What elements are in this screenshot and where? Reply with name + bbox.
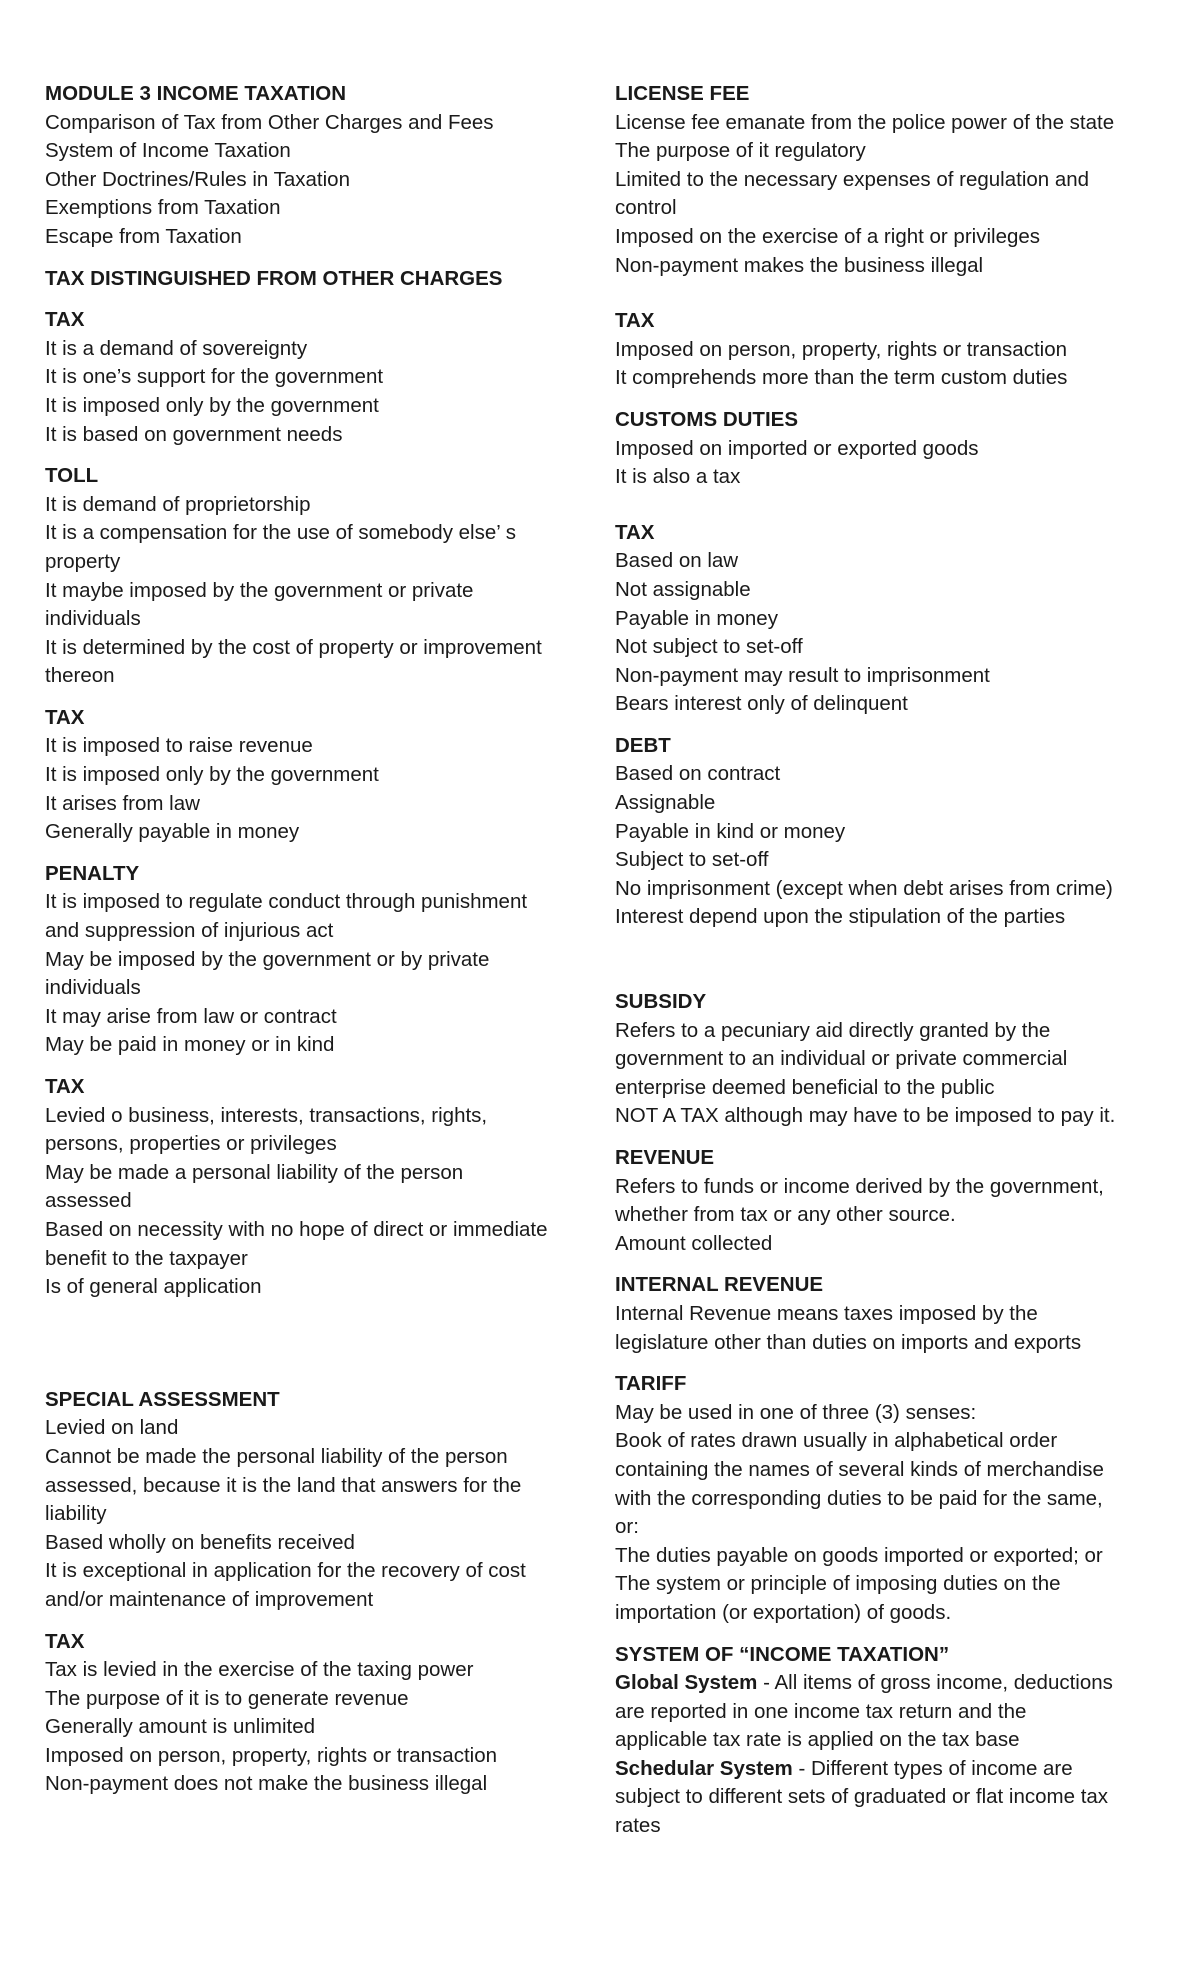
block-line: Based on necessity with no hope of direct or immediate	[45, 1217, 548, 1241]
block-line: Payable in money	[615, 606, 778, 630]
right-column	[615, 80, 1160, 1841]
block-line: Is of general application	[45, 1275, 262, 1299]
block-line: The system or principle of imposing duties on the	[615, 1572, 1061, 1596]
tax-block-1	[45, 306, 590, 449]
block-line: Interest depend upon the stipulation of the parties	[615, 905, 1066, 929]
block-line: Non-payment makes the business illegal	[615, 253, 984, 277]
income-taxation-system-block	[615, 1641, 1160, 1841]
tax-block-6	[615, 519, 1160, 719]
block-heading: INTERNAL REVENUE	[615, 1273, 824, 1297]
block-line: Generally payable in money	[45, 820, 300, 844]
block-line: or:	[615, 1515, 639, 1539]
block-line: May be made a personal liability of the person	[45, 1160, 464, 1184]
block-line: Amount collected	[615, 1231, 773, 1255]
block-line: It is exceptional in application for the recovery of cost	[45, 1559, 526, 1583]
block-line: Imposed on person, property, rights or transaction	[615, 337, 1067, 361]
toc-item: Escape from Taxation	[45, 224, 242, 248]
block-line: and/or maintenance of improvement	[45, 1587, 374, 1611]
block-line: Imposed on the exercise of a right or privileges	[615, 224, 1041, 248]
block-heading: TAX	[45, 1629, 85, 1653]
block-heading: SUBSIDY	[615, 990, 707, 1014]
block-line: NOT A TAX although may have to be imposed to pay it.	[615, 1104, 1116, 1128]
block-line: Assignable	[615, 791, 716, 815]
block-line: enterprise deemed beneficial to the public	[615, 1075, 995, 1099]
schedular-system-line	[615, 1755, 1160, 1784]
block-line: Bears interest only of delinquent	[615, 692, 908, 716]
block-line: Not assignable	[615, 577, 751, 601]
block-line: liability	[45, 1502, 107, 1526]
toll-block	[45, 462, 590, 691]
subsidy-block	[615, 988, 1160, 1131]
global-system-term: Global System	[615, 1671, 758, 1695]
block-heading: TAX	[615, 520, 655, 544]
block-heading: DEBT	[615, 733, 671, 757]
block-line: The duties payable on goods imported or exported; or	[615, 1543, 1103, 1567]
module-title: MODULE 3 INCOME TAXATION	[45, 82, 347, 105]
block-line: May be imposed by the government or by private	[45, 947, 490, 971]
tax-block-5	[615, 307, 1160, 393]
block-heading: SYSTEM OF “INCOME TAXATION”	[615, 1642, 950, 1666]
block-line: Based on contract	[615, 762, 781, 786]
block-line: Refers to a pecuniary aid directly granted by the	[615, 1018, 1051, 1042]
block-line: It is based on government needs	[45, 422, 343, 446]
block-line: Cannot be made the personal liability of the person	[45, 1444, 508, 1468]
global-system-line	[615, 1669, 1160, 1698]
block-heading: TAX	[45, 705, 85, 729]
block-line: Subject to set-off	[615, 848, 769, 872]
block-line: Based on law	[615, 549, 739, 573]
block-line: Levied o business, interests, transactions, rights,	[45, 1103, 488, 1127]
block-heading: TOLL	[45, 464, 99, 488]
tax-block-3	[45, 1073, 590, 1302]
block-line: Internal Revenue means taxes imposed by the	[615, 1301, 1038, 1325]
license-fee-block	[615, 80, 1160, 280]
block-heading: TAX	[45, 1075, 85, 1098]
block-line: assessed	[45, 1189, 132, 1213]
block-line: It is imposed to raise revenue	[45, 734, 313, 758]
block-line: No imprisonment (except when debt arises from crime)	[615, 876, 1113, 900]
block-line: individuals	[45, 607, 141, 631]
block-heading: SPECIAL ASSESSMENT	[45, 1387, 280, 1411]
block-line: It may arise from law or contract	[45, 1004, 337, 1028]
section-title: TAX DISTINGUISHED FROM OTHER CHARGES	[45, 266, 503, 290]
block-line: It arises from law	[45, 791, 200, 815]
block-line: assessed, because it is the land that answers for the	[45, 1473, 522, 1497]
block-line: Refers to funds or income derived by the government,	[615, 1174, 1104, 1198]
block-line: Generally amount is unlimited	[45, 1715, 316, 1739]
module-intro	[45, 80, 590, 252]
block-line: whether from tax or any other source.	[615, 1203, 956, 1227]
block-line: Non-payment does not make the business illegal	[45, 1772, 488, 1796]
block-line: Non-payment may result to imprisonment	[615, 663, 990, 687]
toc-item: System of Income Taxation	[45, 139, 291, 163]
block-line: Tax is levied in the exercise of the taxing power	[45, 1658, 474, 1682]
block-heading: REVENUE	[615, 1146, 715, 1169]
block-line: individuals	[45, 976, 141, 1000]
block-line: rates	[615, 1814, 661, 1838]
toc-item: Other Doctrines/Rules in Taxation	[45, 167, 350, 191]
block-line: It is determined by the cost of property or improvement	[45, 635, 542, 659]
block-line: legislature other than duties on imports and exports	[615, 1330, 1082, 1354]
block-line: License fee emanate from the police power of the state	[615, 110, 1115, 134]
block-line: It is demand of proprietorship	[45, 492, 311, 516]
internal-revenue-block	[615, 1271, 1160, 1357]
block-line: It is imposed only by the government	[45, 393, 379, 417]
revenue-block	[615, 1144, 1160, 1258]
block-line: Payable in kind or money	[615, 819, 846, 843]
block-line: Based wholly on benefits received	[45, 1530, 355, 1554]
block-line: The purpose of it is to generate revenue	[45, 1686, 409, 1710]
block-heading: CUSTOMS DUTIES	[615, 407, 798, 431]
customs-duties-block	[615, 406, 1160, 492]
block-line: subject to different sets of graduated or flat income tax	[615, 1785, 1109, 1809]
block-line: containing the names of several kinds of merchandise	[615, 1457, 1104, 1481]
block-line: May be paid in money or in kind	[45, 1033, 335, 1057]
block-line: Not subject to set-off	[615, 635, 803, 659]
block-heading: LICENSE FEE	[615, 82, 750, 105]
left-column	[45, 80, 590, 1799]
block-line: property	[45, 549, 121, 573]
block-line: applicable tax rate is applied on the tax base	[615, 1728, 1020, 1752]
block-line: It is one’s support for the government	[45, 365, 384, 389]
block-line: Imposed on person, property, rights or transaction	[45, 1743, 497, 1767]
block-line: It is also a tax	[615, 465, 741, 489]
schedular-system-term: Schedular System	[615, 1756, 793, 1780]
block-line: are reported in one income tax return and the	[615, 1699, 1027, 1723]
block-heading: TARIFF	[615, 1372, 687, 1396]
block-line: benefit to the taxpayer	[45, 1246, 248, 1270]
block-line: It is imposed only by the government	[45, 763, 379, 787]
block-line: persons, properties or privileges	[45, 1132, 337, 1156]
block-heading: TAX	[615, 309, 655, 333]
block-line: It maybe imposed by the government or private	[45, 578, 474, 602]
block-line: thereon	[45, 664, 115, 688]
debt-block	[615, 732, 1160, 932]
schedular-system-text: - Different types of income are	[792, 1756, 1073, 1780]
tax-block-2	[45, 704, 590, 847]
block-line: with the corresponding duties to be paid for the same,	[615, 1486, 1103, 1510]
block-line: Levied on land	[45, 1416, 179, 1440]
global-system-text: - All items of gross income, deductions	[757, 1671, 1113, 1695]
block-line: government to an individual or private commercial	[615, 1047, 1068, 1071]
block-line: control	[615, 196, 677, 220]
penalty-block	[45, 860, 590, 1060]
block-line: It is imposed to regulate conduct through punishment	[45, 890, 528, 914]
block-line: and suppression of injurious act	[45, 919, 334, 943]
block-line: importation (or exportation) of goods.	[615, 1600, 952, 1624]
tariff-block	[615, 1370, 1160, 1627]
block-line: May be used in one of three (3) senses:	[615, 1400, 977, 1424]
block-line: Book of rates drawn usually in alphabetical order	[615, 1429, 1058, 1453]
block-heading: PENALTY	[45, 861, 140, 885]
block-line: It is a demand of sovereignty	[45, 336, 308, 360]
block-line: It comprehends more than the term custom duties	[615, 366, 1068, 390]
toc-item: Exemptions from Taxation	[45, 196, 281, 220]
block-line: Limited to the necessary expenses of regulation and	[615, 167, 1090, 191]
block-heading: TAX	[45, 308, 85, 332]
block-line: Imposed on imported or exported goods	[615, 436, 979, 460]
toc-item: Comparison of Tax from Other Charges and Fees	[45, 110, 494, 134]
tax-block-4	[45, 1628, 590, 1800]
block-line: It is a compensation for the use of somebody else’ s	[45, 521, 516, 545]
special-assessment-block	[45, 1386, 590, 1615]
section-title-block	[45, 265, 590, 294]
block-line: The purpose of it regulatory	[615, 139, 866, 163]
